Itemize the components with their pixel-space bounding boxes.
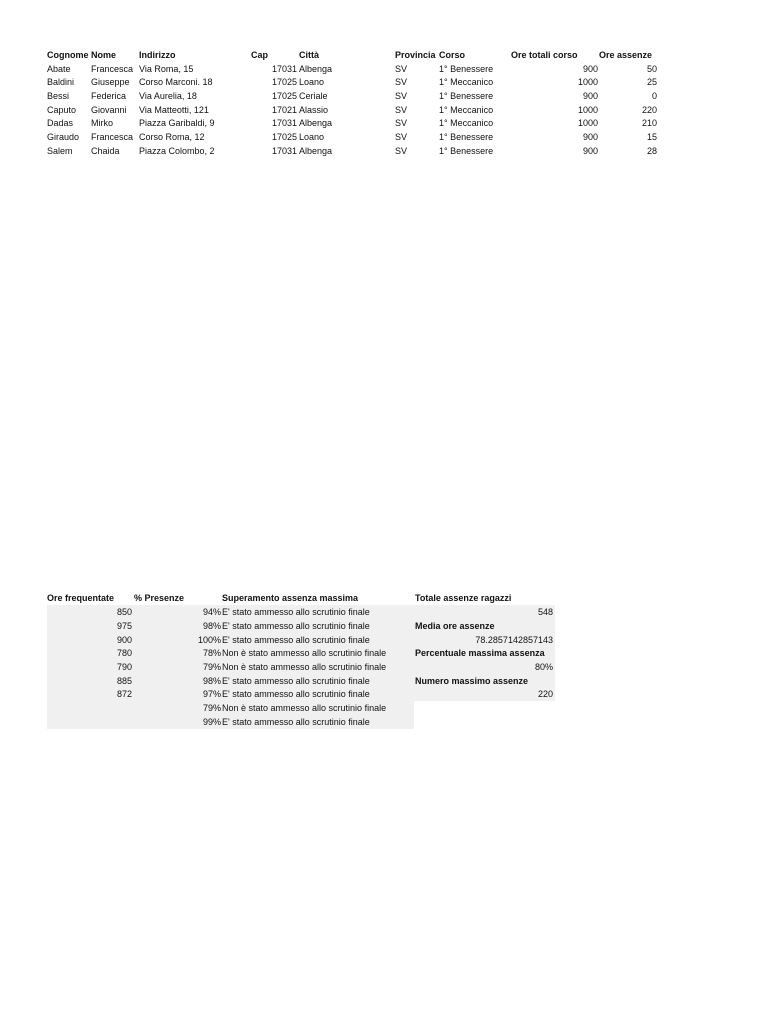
cell-corso: 1° Benessere [439, 132, 494, 142]
cell-provincia: SV [395, 132, 408, 142]
cell-corso: 1° Benessere [439, 146, 494, 156]
cell-ore-assenze: 210 [641, 118, 657, 128]
cell-presenze: 98% [202, 621, 221, 631]
cell-indirizzo: Corso Marconi. 18 [139, 77, 213, 87]
cell-ore-frequentate: 900 [116, 635, 132, 645]
cell-presenze: 78% [202, 648, 221, 658]
header-presenze: % Presenze [134, 593, 185, 603]
numero-massimo-value: 220 [537, 689, 553, 699]
header-ore-frequentate: Ore frequentate [47, 593, 115, 603]
media-ore-value: 78.2857142857143 [475, 635, 553, 645]
cell-ore-totali: 900 [582, 132, 598, 142]
cell-cap: 17025 [271, 132, 297, 142]
cell-superamento: E' stato ammesso allo scrutinio finale [222, 607, 370, 617]
cell-ore-frequentate: 885 [116, 676, 132, 686]
cell-cap: 17025 [271, 77, 297, 87]
cell-ore-frequentate: 872 [116, 689, 132, 699]
cell-citta: Loano [299, 77, 325, 87]
cell-ore-frequentate [60, 702, 132, 715]
media-ore-label: Media ore assenze [415, 621, 495, 631]
header-citta: Città [299, 50, 319, 60]
cell-nome: Francesca [91, 64, 134, 74]
cell-presenze: 94% [202, 607, 221, 617]
cell-provincia: SV [395, 118, 408, 128]
cell-superamento: E' stato ammesso allo scrutinio finale [222, 717, 370, 727]
cell-cap: 17025 [271, 91, 297, 101]
header-corso: Corso [439, 50, 466, 60]
cell-provincia: SV [395, 91, 408, 101]
cell-corso: 1° Meccanico [439, 118, 494, 128]
totale-assenze-label: Totale assenze ragazzi [415, 593, 512, 603]
cell-indirizzo: Via Roma, 15 [139, 64, 194, 74]
cell-ore-totali: 1000 [577, 77, 598, 87]
cell-corso: 1° Meccanico [439, 77, 494, 87]
cell-provincia: SV [395, 64, 408, 74]
cell-cap: 17031 [271, 64, 297, 74]
header-ore-totali: Ore totali corso [511, 50, 578, 60]
header-nome: Nome [91, 50, 117, 60]
cell-nome: Giovanni [91, 105, 127, 115]
cell-presenze: 79% [202, 662, 221, 672]
cell-ore-totali: 900 [582, 146, 598, 156]
header-superamento: Superamento assenza massima [222, 593, 359, 603]
cell-cognome: Caputo [47, 105, 77, 115]
cell-superamento: Non è stato ammesso allo scrutinio finale [222, 662, 387, 672]
percentuale-massima-value: 80% [534, 662, 553, 672]
cell-cognome: Baldini [47, 77, 75, 87]
header-ore-assenze: Ore assenze [599, 50, 653, 60]
totale-assenze-value: 548 [537, 607, 553, 617]
cell-indirizzo: Piazza Garibaldi, 9 [139, 118, 215, 128]
cell-superamento: E' stato ammesso allo scrutinio finale [222, 621, 370, 631]
cell-citta: Ceriale [299, 91, 328, 101]
cell-ore-frequentate [60, 716, 132, 729]
cell-ore-assenze: 50 [646, 64, 657, 74]
cell-superamento: Non è stato ammesso allo scrutinio finale [222, 648, 387, 658]
cell-nome: Mirko [91, 118, 113, 128]
numero-massimo-label: Numero massimo assenze [415, 676, 529, 686]
percentuale-massima-label: Percentuale massima assenza [415, 648, 545, 658]
header-indirizzo: Indirizzo [139, 50, 176, 60]
cell-ore-frequentate: 790 [116, 662, 132, 672]
cell-citta: Albenga [299, 64, 333, 74]
cell-ore-frequentate: 975 [116, 621, 132, 631]
cell-corso: 1° Benessere [439, 91, 494, 101]
header-cap: Cap [251, 50, 269, 60]
cell-nome: Federica [91, 91, 127, 101]
cell-cognome: Giraudo [47, 132, 80, 142]
cell-cap: 17031 [271, 146, 297, 156]
cell-citta: Albenga [299, 146, 333, 156]
cell-presenze: 100% [197, 635, 221, 645]
header-cognome: Cognome [47, 50, 89, 60]
cell-provincia: SV [395, 146, 408, 156]
cell-provincia: SV [395, 105, 408, 115]
cell-superamento: E' stato ammesso allo scrutinio finale [222, 676, 370, 686]
cell-nome: Giuseppe [91, 77, 130, 87]
cell-citta: Alassio [299, 105, 329, 115]
cell-ore-assenze: 220 [641, 105, 657, 115]
cell-ore-assenze: 0 [651, 91, 657, 101]
cell-ore-frequentate: 850 [116, 607, 132, 617]
cell-indirizzo: Piazza Colombo, 2 [139, 146, 215, 156]
cell-cognome: Dadas [47, 118, 74, 128]
cell-cap: 17031 [271, 118, 297, 128]
cell-citta: Albenga [299, 118, 333, 128]
cell-ore-assenze: 28 [646, 146, 657, 156]
cell-ore-totali: 1000 [577, 105, 598, 115]
cell-corso: 1° Benessere [439, 64, 494, 74]
cell-cap: 17021 [271, 105, 297, 115]
cell-ore-assenze: 15 [646, 132, 657, 142]
cell-provincia: SV [395, 77, 408, 87]
cell-cognome: Bessi [47, 91, 70, 101]
cell-presenze: 98% [202, 676, 221, 686]
cell-presenze: 97% [202, 689, 221, 699]
cell-ore-frequentate: 780 [116, 648, 132, 658]
header-provincia: Provincia [395, 50, 436, 60]
cell-corso: 1° Meccanico [439, 105, 494, 115]
cell-cognome: Abate [47, 64, 71, 74]
cell-cognome: Salem [47, 146, 73, 156]
cell-indirizzo: Via Matteotti, 121 [139, 105, 209, 115]
cell-ore-totali: 900 [582, 91, 598, 101]
cell-presenze: 79% [202, 703, 221, 713]
cell-presenze: 99% [202, 717, 221, 727]
cell-indirizzo: Via Aurelia, 18 [139, 91, 197, 101]
cell-ore-totali: 900 [582, 64, 598, 74]
cell-nome: Francesca [91, 132, 134, 142]
cell-ore-assenze: 25 [646, 77, 657, 87]
cell-superamento: Non è stato ammesso allo scrutinio finale [222, 703, 387, 713]
cell-ore-totali: 1000 [577, 118, 598, 128]
cell-superamento: E' stato ammesso allo scrutinio finale [222, 635, 370, 645]
cell-indirizzo: Corso Roma, 12 [139, 132, 205, 142]
cell-nome: Chaida [91, 146, 120, 156]
cell-citta: Loano [299, 132, 325, 142]
cell-superamento: E' stato ammesso allo scrutinio finale [222, 689, 370, 699]
